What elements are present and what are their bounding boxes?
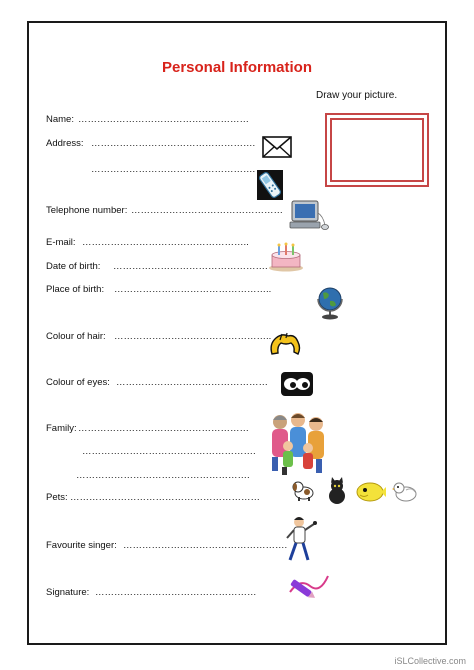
address-label: Address: bbox=[46, 138, 84, 149]
place-of-birth-label: Place of birth: bbox=[46, 284, 105, 295]
family-label: Family: bbox=[46, 423, 77, 434]
singer-icon bbox=[284, 516, 318, 564]
address-field-line-2[interactable]: ……………………………………………. bbox=[91, 164, 256, 175]
bird-icon bbox=[392, 480, 418, 504]
favourite-singer-label: Favourite singer: bbox=[46, 540, 117, 551]
computer-icon bbox=[288, 198, 330, 232]
address-field-line-1[interactable]: ……………………………………………. bbox=[91, 138, 256, 149]
hair-icon bbox=[268, 332, 302, 360]
fish-icon bbox=[354, 481, 386, 503]
date-of-birth-field[interactable]: …………………………………………. bbox=[113, 261, 268, 272]
hair-colour-field[interactable]: ………………………………………….. bbox=[114, 331, 272, 342]
pets-field[interactable]: …………………………………………………… bbox=[70, 492, 260, 503]
draw-picture-label: Draw your picture. bbox=[316, 90, 398, 101]
name-field[interactable]: ……………………………………………… bbox=[78, 114, 249, 125]
cat-icon bbox=[325, 477, 349, 505]
hair-colour-label: Colour of hair: bbox=[46, 331, 106, 342]
email-label: E-mail: bbox=[46, 237, 76, 248]
dog-icon bbox=[290, 478, 316, 502]
mobile-phone-icon bbox=[257, 170, 283, 200]
globe-icon bbox=[314, 285, 346, 321]
favourite-singer-field[interactable]: ……………………………………………. bbox=[123, 540, 288, 551]
family-field-line-2[interactable]: ………………………………………………. bbox=[82, 446, 256, 457]
family-field-line-3[interactable]: ………………………………………………. bbox=[76, 470, 250, 481]
pets-label: Pets: bbox=[46, 492, 68, 503]
eyes-icon bbox=[281, 372, 313, 396]
email-field[interactable]: …………………………………………….. bbox=[82, 237, 249, 248]
eye-colour-label: Colour of eyes: bbox=[46, 377, 110, 388]
envelope-icon bbox=[262, 135, 292, 159]
pen-icon bbox=[288, 572, 330, 598]
telephone-field[interactable]: ………………………………………… bbox=[131, 205, 283, 216]
date-of-birth-label: Date of birth: bbox=[46, 261, 101, 272]
picture-frame[interactable] bbox=[325, 113, 429, 187]
family-field-line-1[interactable]: ……………………………………………… bbox=[78, 423, 249, 434]
eye-colour-field[interactable]: ………………………………………… bbox=[116, 377, 268, 388]
signature-field[interactable]: …………………………………………… bbox=[95, 587, 257, 598]
watermark-text: iSLCollective.com bbox=[394, 656, 466, 666]
telephone-label: Telephone number: bbox=[46, 205, 128, 216]
name-label: Name: bbox=[46, 114, 74, 125]
signature-label: Signature: bbox=[46, 587, 90, 598]
family-icon bbox=[264, 410, 332, 476]
birthday-cake-icon bbox=[268, 242, 304, 272]
worksheet-title: Personal Information bbox=[161, 59, 313, 76]
place-of-birth-field[interactable]: ………………………………………….. bbox=[114, 284, 272, 295]
